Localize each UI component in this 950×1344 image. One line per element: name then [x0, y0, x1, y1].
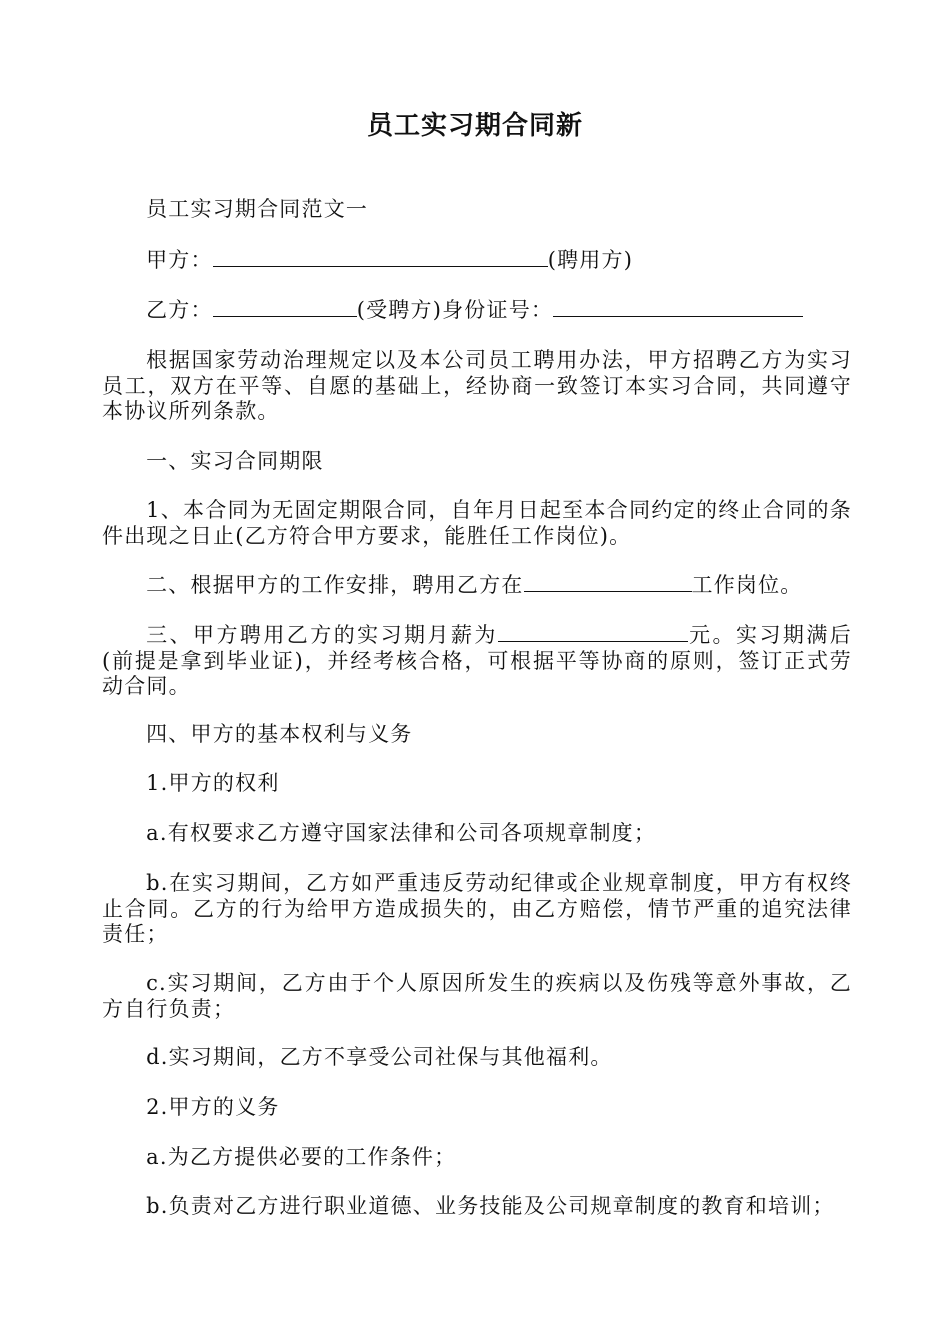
monthly-salary-blank [498, 623, 688, 642]
section1-item1: 1、本合同为无固定期限合同，自年月日起至本合同约定的终止合同的条件出现之日止(乙方符合甲方要求，能胜任工作岗位)。 [102, 498, 852, 548]
intro-line: 员工实习期合同范文一 [146, 197, 369, 221]
party-b-line [102, 298, 852, 324]
party-a-blank [213, 248, 548, 267]
section2-paragraph [102, 573, 852, 599]
rights-heading: 1.甲方的权利 [146, 771, 280, 795]
section2-after: 工作岗位。 [691, 573, 803, 597]
rights-item-a: a.有权要求乙方遵守国家法律和公司各项规章制度； [146, 821, 657, 845]
rights-item-d: d.实习期间，乙方不享受公司社保与其他福利。 [146, 1045, 613, 1069]
section3-before: 三、甲方聘用乙方的实习期月薪为 [146, 623, 498, 647]
id-number-blank [553, 298, 803, 317]
duties-item-a: a.为乙方提供必要的工作条件； [146, 1145, 457, 1169]
section2-before: 二、根据甲方的工作安排，聘用乙方在 [146, 573, 524, 597]
duties-heading: 2.甲方的义务 [146, 1095, 280, 1119]
document-title: 员工实习期合同新 [366, 111, 583, 141]
preamble-paragraph: 根据国家劳动治理规定以及本公司员工聘用办法，甲方招聘乙方为实习员工，双方在平等、自愿的基础上，经协商一致签订本实习合同，共同遵守本协议所列条款。 [102, 348, 852, 423]
section4-heading: 四、甲方的基本权利与义务 [146, 722, 413, 746]
party-b-blank [213, 298, 357, 317]
party-a-line [102, 248, 852, 274]
section3-after: 元。实习期满后(前提是拿到毕业证)，并经考核合格，可根据平等协商的原则，签订正式劳动合同。 [102, 623, 852, 698]
party-b-middle: (受聘方)身份证号： [356, 298, 554, 322]
party-a-suffix: (聘用方) [547, 248, 634, 272]
rights-item-b: b.在实习期间，乙方如严重违反劳动纪律或企业规章制度，甲方有权终止合同。乙方的行为给甲方造成损失的，由乙方赔偿，情节严重的追究法律责任； [102, 871, 852, 946]
duties-item-b: b.负责对乙方进行职业道德、业务技能及公司规章制度的教育和培训； [146, 1194, 835, 1218]
section1-heading: 一、实习合同期限 [146, 449, 324, 473]
party-a-label: 甲方： [146, 248, 213, 272]
section3-paragraph [102, 623, 852, 700]
rights-item-c: c.实习期间，乙方由于个人原因所发生的疾病以及伤残等意外事故，乙方自行负责； [102, 971, 852, 1021]
party-b-label: 乙方： [146, 298, 213, 322]
job-position-blank [524, 573, 692, 592]
